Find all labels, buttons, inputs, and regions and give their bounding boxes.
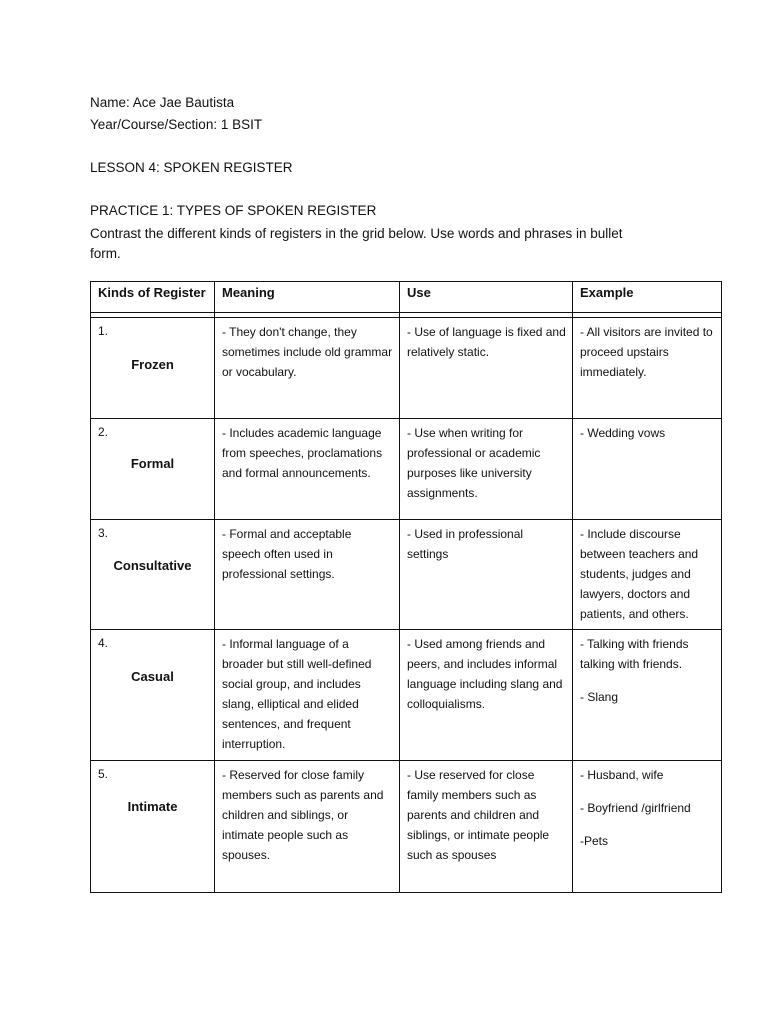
kind-cell xyxy=(91,419,215,520)
use-cell: - Used in professional settings xyxy=(407,527,524,561)
meaning-cell: - Formal and acceptable speech often used in professional settings. xyxy=(222,527,352,581)
use-cell: - Used among friends and peers, and includes informal language including slang and colloquialisms. xyxy=(407,637,563,711)
row-number: 2. xyxy=(98,425,109,439)
register-grid xyxy=(90,281,722,893)
table-row xyxy=(91,761,722,893)
meaning-cell: - Reserved for close family members such as parents and children and siblings, or intimate people such as spouses. xyxy=(222,768,384,862)
example-cell xyxy=(573,318,721,382)
kind-cell xyxy=(91,318,215,419)
column-header-example: Example xyxy=(573,282,722,313)
table-row xyxy=(91,520,722,630)
example-item: - Talking with friends talking with friends. xyxy=(580,637,689,671)
register-name: Formal xyxy=(130,456,175,471)
table-row xyxy=(91,318,722,419)
example-item: - Include discourse between teachers and students, judges and lawyers, doctors and patients, and others. xyxy=(580,527,699,621)
register-name: Frozen xyxy=(131,357,174,372)
example-item: - Husband, wife xyxy=(580,768,664,782)
row-number: 4. xyxy=(98,636,109,650)
meaning-cell: - Includes academic language from speeches, proclamations and formal announcements. xyxy=(222,426,383,480)
kind-cell xyxy=(91,630,215,761)
example-cell xyxy=(573,520,721,624)
register-name: Casual xyxy=(131,669,174,684)
practice-title: PRACTICE 1: TYPES OF SPOKEN REGISTER xyxy=(90,203,377,218)
column-header-kind: Kinds of Register xyxy=(91,282,215,313)
meaning-cell: - They don't change, they sometimes include old grammar or vocabulary. xyxy=(222,325,393,379)
student-name: Name: Ace Jae Bautista xyxy=(90,95,235,110)
example-cell xyxy=(573,761,721,851)
kind-cell xyxy=(91,520,215,630)
year-course-section: Year/Course/Section: 1 BSIT xyxy=(90,117,263,132)
example-cell xyxy=(573,630,721,707)
column-header-use: Use xyxy=(400,282,573,313)
kind-cell xyxy=(91,761,215,893)
row-number: 5. xyxy=(98,767,109,781)
example-item: -Pets xyxy=(580,834,609,848)
example-item: - Wedding vows xyxy=(580,426,666,440)
table-header-row xyxy=(91,282,722,313)
instructions: Contrast the different kinds of registers in the grid below. Use words and phrases in bullet form. xyxy=(90,226,623,261)
table-row xyxy=(91,419,722,520)
example-item: - Slang xyxy=(580,690,619,704)
register-name: Intimate xyxy=(127,799,178,814)
meaning-cell: - Informal language of a broader but still well-defined social group, and includes slang, elliptical and elided sentences, and frequent interruption. xyxy=(222,637,372,751)
register-name: Consultative xyxy=(113,558,192,573)
example-item: - Boyfriend /girlfriend xyxy=(580,801,691,815)
row-number: 1. xyxy=(98,324,109,338)
row-number: 3. xyxy=(98,526,109,540)
use-cell: - Use of language is fixed and relatively static. xyxy=(407,325,566,359)
example-cell xyxy=(573,419,721,443)
example-item: - All visitors are invited to proceed upstairs immediately. xyxy=(580,325,713,379)
use-cell: - Use reserved for close family members such as parents and children and siblings, or intimate people such as spouses xyxy=(407,768,550,862)
table-row xyxy=(91,630,722,761)
lesson-title: LESSON 4: SPOKEN REGISTER xyxy=(90,160,293,175)
use-cell: - Use when writing for professional or academic purposes like university assignments. xyxy=(407,426,541,500)
column-header-meaning: Meaning xyxy=(215,282,400,313)
